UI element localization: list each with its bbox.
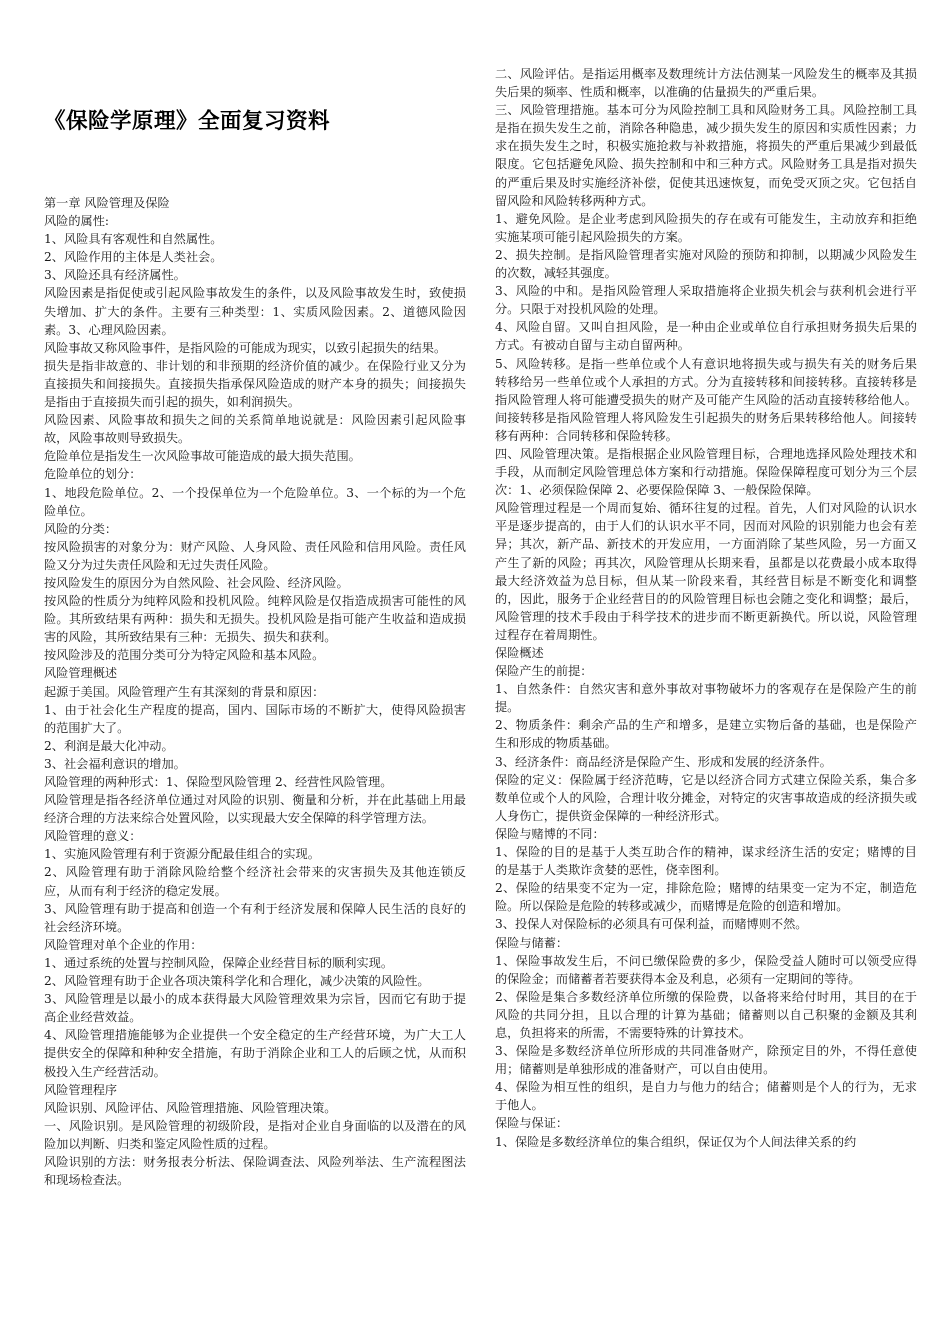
paragraph: 3、社会福利意识的增加。 xyxy=(44,756,186,771)
paragraph: 2、风险管理有助于企业各项决策科学化和合理化，减少决策的风险性。 xyxy=(44,974,430,989)
paragraph: 风险识别、风险评估、风险管理措施、风险管理决策。 xyxy=(44,1100,337,1115)
paragraph: 3、保险是多数经济单位所形成的共同准备财产，除预定目的外，不得任意使用；储蓄则是单独形成的准备财产，可以自由使用。 xyxy=(495,1044,917,1077)
paragraph: 4、风险自留。又叫自担风险，是一种由企业或单位自行承担财务损失后果的方式。有被动自留与主动自留两种。 xyxy=(495,320,917,353)
paragraph: 1、地段危险单位。2、一个投保单位为一个危险单位。3、一个标的为一个危险单位。 xyxy=(44,485,466,518)
paragraph: 1、实施风险管理有利于资源分配最佳组合的实现。 xyxy=(44,847,320,862)
paragraph: 1、保险事故发生后，不问已缴保险费的多少，保险受益人随时可以领受应得的保险金；而储蓄者若要获得本金及利息，必须有一定期间的等待。 xyxy=(495,953,917,986)
paragraph: 风险的分类： xyxy=(44,521,118,536)
paragraph: 风险管理程序 xyxy=(44,1082,118,1097)
paragraph: 按风险涉及的范围分类可分为特定风险和基本风险。 xyxy=(44,648,325,663)
paragraph: 风险管理概述 xyxy=(44,666,118,681)
paragraph: 5、风险转移。是指一些单位或个人有意识地将损失或与损失有关的财务后果转移给另一些单位或个人承担的方式。分为直接转移和间接转移。直接转移是指风险管理人将可能遭受损失的财产及可能产生风险的活动直接转移给他人。间接转移是指风险管理人将风险发生引起损失的财务后果转移给他人。间接转移有两种：合同转移和保险转移。 xyxy=(495,356,917,443)
paragraph: 3、风险还具有经济属性。 xyxy=(44,268,186,283)
paragraph: 保险概述 xyxy=(495,646,544,660)
paragraph: 1、风险具有客观性和自然属性。 xyxy=(44,232,223,247)
paragraph: 风险管理是指各经济单位通过对风险的识别、衡量和分析，并在此基础上用最经济合理的方法来综合处置风险，以实现最大安全保障的科学管理方法。 xyxy=(44,793,466,826)
paragraph: 1、自然条件：自然灾害和意外事故对事物破坏力的客观存在是保险产生的前提。 xyxy=(495,682,917,715)
paragraph: 3、风险的中和。是指风险管理人采取措施将企业损失机会与获利机会进行平分。只限于对投机风险的处理。 xyxy=(495,284,917,317)
paragraph: 1、保险的目的是基于人类互助合作的精神，谋求经济生活的安定；赌博的目的是基于人类欺诈贪婪的恶性，侥幸图利。 xyxy=(495,845,917,878)
paragraph: 2、物质条件：剩余产品的生产和增多，是建立实物后备的基础，也是保险产生和形成的物质基础。 xyxy=(495,718,917,751)
paragraph: 2、风险管理有助于消除风险给整个经济社会带来的灾害损失及其他连锁反应，从而有利于经济的稳定发展。 xyxy=(44,865,466,898)
paragraph: 风险因素是指促使或引起风险事故发生的条件，以及风险事故发生时，致使损失增加、扩大的条件。主要有三种类型：1、实质风险因素。2、道德风险因素。3、心理风险因素。 xyxy=(44,286,466,337)
paragraph: 一、风险识别。是风险管理的初级阶段，是指对企业自身面临的以及潜在的风险加以判断、归类和鉴定风险性质的过程。 xyxy=(44,1118,466,1151)
paragraph: 1、通过系统的处置与控制风险，保障企业经营目标的顺利实现。 xyxy=(44,955,394,970)
paragraph: 1、保险是多数经济单位的集合组织，保证仅为个人间法律关系的约 xyxy=(495,1134,857,1149)
left-column xyxy=(44,194,466,1189)
paragraph: 危险单位的划分： xyxy=(44,467,142,482)
paragraph: 1、避免风险。是企业考虑到风险损失的存在或有可能发生，主动放弃和拒绝实施某项可能引起风险损失的方案。 xyxy=(495,211,917,244)
paragraph: 二、风险评估。是指运用概率及数理统计方法估测某一风险发生的概率及其损失后果的频率、性质和概率，以准确的估量损失的严重后果。 xyxy=(495,67,917,100)
paragraph: 按风险损害的对象分为：财产风险、人身风险、责任风险和信用风险。责任风险又分为过失责任风险和无过失责任风险。 xyxy=(44,539,466,572)
paragraph: 风险管理的两种形式：1、保险型风险管理 2、经营性风险管理。 xyxy=(44,775,393,789)
paragraph: 危险单位是指发生一次风险事故可能造成的最大损失范围。 xyxy=(44,449,361,464)
paragraph: 按风险的性质分为纯粹风险和投机风险。纯粹风险是仅指造成损害可能性的风险。其所致结果有两种：损失和无损失。投机风险是指可能产生收益和造成损害的风险，其所致结果有三种：无损失、损失和获利。 xyxy=(44,594,466,645)
paragraph: 3、投保人对保险标的必须具有可保利益，而赌博则不然。 xyxy=(495,917,808,932)
paragraph: 保险与赌博的不同： xyxy=(495,826,605,841)
paragraph: 风险因素、风险事故和损失之间的关系简单地说就是：风险因素引起风险事故，风险事故则导致损失。 xyxy=(44,413,466,446)
paragraph: 4、风险管理措施能够为企业提供一个安全稳定的生产经营环境，为广大工人提供安全的保障和种种安全措施，有助于消除企业和工人的后顾之忧，从而积极投入生产经营活动。 xyxy=(44,1028,466,1079)
paragraph: 风险的属性: xyxy=(44,214,110,229)
paragraph: 损失是指非故意的、非计划的和非预期的经济价值的减少。在保险行业又分为直接损失和间接损失。直接损失指承保风险造成的财产本身的损失；间接损失是指由于直接损失而引起的损失，如利润损失。 xyxy=(44,358,466,410)
page-title: 《保险学原理》全面复习资料 xyxy=(44,109,331,134)
paragraph: 三、风险管理措施。基本可分为风险控制工具和风险财务工具。风险控制工具是指在损失发生之前，消除各种隐患，减少损失发生的原因和实质性因素；力求在损失发生之时，积极实施抢救与补救措施，将损失的严重后果减少到最低限度。它包括避免风险、损失控制和中和三种方式。风险财务工具是指对损失的严重后果及时实施经济补偿，促使其迅速恢复，而免受灭顶之灾。它包括自留风险和风险转移两种方式。 xyxy=(495,103,917,208)
paragraph: 保险与保证： xyxy=(495,1116,569,1131)
paragraph: 风险管理对单个企业的作用： xyxy=(44,937,203,952)
paragraph: 按风险发生的原因分为自然风险、社会风险、经济风险。 xyxy=(44,575,349,590)
paragraph: 四、风险管理决策。是指根据企业风险管理目标，合理地选择风险处理技术和手段，从而制定风险管理总体方案和行动措施。保险保障程度可划分为三个层次：1、必须保险保障 2、必要保险保障 3、一般保险保障。 xyxy=(495,446,917,498)
paragraph: 起源于美国。风险管理产生有其深刻的背景和原因： xyxy=(44,684,325,699)
paragraph: 风险管理的意义： xyxy=(44,829,142,844)
paragraph: 风险事故又称风险事件，是指风险的可能成为现实，以致引起损失的结果。 xyxy=(44,340,447,355)
paragraph: 3、经济条件：商品经济是保险产生、形成和发展的经济条件。 xyxy=(495,754,832,769)
paragraph: 3、风险管理是以最小的成本获得最大风险管理效果为宗旨，因而它有助于提高企业经营效益。 xyxy=(44,992,466,1025)
paragraph: 2、风险作用的主体是人类社会。 xyxy=(44,250,223,265)
paragraph: 4、保险为相互性的组织，是自力与他力的结合；储蓄则是个人的行为，无求于他人。 xyxy=(495,1080,917,1113)
right-column xyxy=(495,65,917,1151)
paragraph: 2、保险是集合多数经济单位所缴的保险费，以备将来给付时用，其目的在于风险的共同分担，且以合理的计算为基础；储蓄则以自己积聚的金额及其利息，负担将来的所需，不需要特殊的计算技术。 xyxy=(495,989,917,1040)
paragraph: 2、保险的结果变不定为一定，排除危险；赌博的结果变一定为不定，制造危险。所以保险是危险的转移或减少，而赌博是危险的创造和增加。 xyxy=(495,881,917,914)
paragraph: 风险识别的方法：财务报表分析法、保险调查法、风险列举法、生产流程图法和现场检查法。 xyxy=(44,1154,466,1188)
paragraph: 保险与储蓄： xyxy=(495,935,569,950)
paragraph: 2、利润是最大化冲动。 xyxy=(44,738,174,753)
paragraph: 保险的定义：保险属于经济范畴，它是以经济合同方式建立保险关系，集合多数单位或个人的风险，合理计收分摊金，对特定的灾害事故造成的经济损失或人身伤亡，提供资金保障的一种经济形式。 xyxy=(495,772,917,823)
paragraph: 3、风险管理有助于提高和创造一个有利于经济发展和保障人民生活的良好的社会经济环境。 xyxy=(44,901,466,934)
paragraph: 1、由于社会化生产程度的提高，国内、国际市场的不断扩大，使得风险损害的范围扩大了。 xyxy=(44,702,466,735)
paragraph: 第一章 风险管理及保险 xyxy=(44,196,170,210)
paragraph: 2、损失控制。是指风险管理者实施对风险的预防和抑制，以期减少风险发生的次数，减轻其强度。 xyxy=(495,247,917,281)
paragraph: 风险管理过程是一个周而复始、循环往复的过程。首先，人们对风险的认识水平是逐步提高的，由于人们的认识水平不同，因而对风险的识别能力也会有差异；其次，新产品、新技术的开发应用，一方面消除了某些风险，另一方面又产生了新的风险；再其次，风险管理从长期来看，虽都是以花费最小成本取得最大经济效益为总目标，但从某一阶段来看，其经营目标是不断变化和调整的，因此，服务于企业经营目的的风险管理目标也会随之变化和调整；最后，风险管理的技术手段由于科学技术的进步而不断更新换代。所以说，风险管理过程存在着周期性。 xyxy=(495,501,917,642)
paragraph: 保险产生的前提： xyxy=(495,664,593,679)
